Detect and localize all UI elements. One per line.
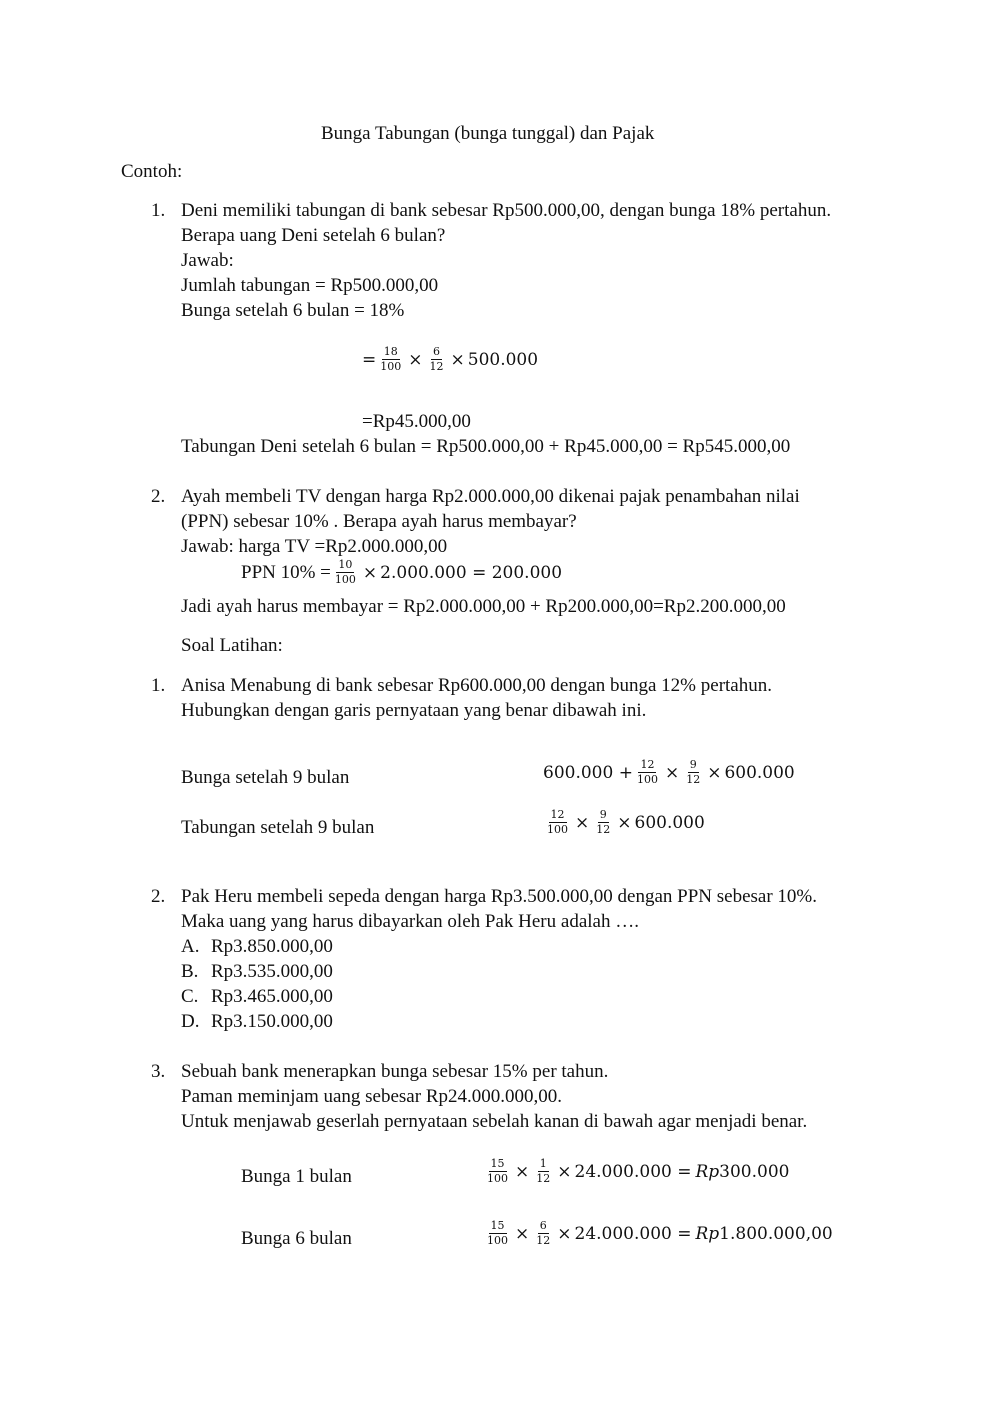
ex2-ppn-label: PPN 10% =: [241, 561, 331, 583]
contoh-label: Contoh:: [121, 161, 183, 182]
q3-left-item-2: Bunga 6 bulan: [241, 1228, 352, 1249]
q1-question-line1: Anisa Menabung di bank sebesar Rp600.000,00 dengan bunga 12% pertahun.: [181, 675, 772, 696]
q2-option-c[interactable]: C. Rp3.465.000,00: [181, 986, 333, 1007]
ex1-jawab: Jawab:: [181, 250, 234, 271]
ex1-amount: 500.000: [467, 349, 539, 370]
ex2-fraction: $\frac{10}{100}$: [334, 558, 356, 587]
q2-option-d[interactable]: D. Rp3.150.000,00: [181, 1011, 333, 1032]
q1-right-item-2[interactable]: $\frac{12}{100}$ × $\frac{9}{12}$ × 600.000: [547, 808, 705, 837]
ex2-formula: PPN 10% = $\frac{10}{100}$ × 2.000.000 = 200.000: [241, 558, 563, 587]
q1-right-item-1[interactable]: 600.000 + $\frac{12}{100}$ × $\frac{9}{12}$ × 600.000: [543, 758, 795, 787]
ex1-fraction-2: $\frac{6}{12}$: [429, 345, 444, 374]
q1-left-item-2[interactable]: Tabungan setelah 9 bulan: [181, 817, 375, 838]
ex2-ppn-result: 2.000.000 = 200.000: [380, 562, 563, 583]
q1-left-item-1[interactable]: Bunga setelah 9 bulan: [181, 767, 350, 788]
soal-label: Soal Latihan:: [181, 635, 283, 656]
q3-right-item-2[interactable]: $\frac{15}{100}$ × $\frac{6}{12}$ × 24.000.000 = Rp 1.800.000,00: [487, 1219, 833, 1248]
q2-question-line2: Maka uang yang harus dibayarkan oleh Pak Heru adalah ….: [181, 911, 639, 932]
q3-number: 3.: [151, 1061, 166, 1082]
q3-question-line2: Paman meminjam uang sebesar Rp24.000.000,00.: [181, 1086, 562, 1107]
q1-question-line2: Hubungkan dengan garis pernyataan yang benar dibawah ini.: [181, 700, 647, 721]
page-title: Bunga Tabungan (bunga tunggal) dan Pajak: [321, 123, 655, 144]
ex1-eq: =: [362, 349, 377, 370]
ex1-fraction-1: $\frac{18}{100}$: [380, 345, 402, 374]
ex1-question-line1: Deni memiliki tabungan di bank sebesar Rp500.000,00, dengan bunga 18% pertahun.: [181, 200, 832, 221]
q3-question-line3: Untuk menjawab geserlah pernyataan sebelah kanan di bawah agar menjadi benar.: [181, 1111, 808, 1132]
ex2-question-line1: Ayah membeli TV dengan harga Rp2.000.000,00 dikenai pajak penambahan nilai: [181, 486, 800, 507]
q2-option-b[interactable]: B. Rp3.535.000,00: [181, 961, 333, 982]
ex1-total: Tabungan Deni setelah 6 bulan = Rp500.000,00 + Rp45.000,00 = Rp545.000,00: [181, 436, 791, 457]
ex1-number: 1.: [151, 200, 166, 221]
q1-number: 1.: [151, 675, 166, 696]
ex1-jumlah: Jumlah tabungan = Rp500.000,00: [181, 275, 439, 296]
q3-question-line1: Sebuah bank menerapkan bunga sebesar 15% per tahun.: [181, 1061, 609, 1082]
ex1-bunga: Bunga setelah 6 bulan = 18%: [181, 300, 405, 321]
q3-right-item-1[interactable]: $\frac{15}{100}$ × $\frac{1}{12}$ × 24.000.000 = Rp 300.000: [487, 1157, 790, 1186]
ex1-result: =Rp45.000,00: [362, 411, 471, 432]
ex2-total: Jadi ayah harus membayar = Rp2.000.000,00 + Rp200.000,00=Rp2.200.000,00: [181, 596, 786, 617]
q2-option-a[interactable]: A. Rp3.850.000,00: [181, 936, 333, 957]
ex2-number: 2.: [151, 486, 166, 507]
ex1-formula: = $\frac{18}{100}$ × $\frac{6}{12}$ × 500.000: [362, 345, 539, 374]
ex2-question-line2: (PPN) sebesar 10% . Berapa ayah harus membayar?: [181, 511, 577, 532]
q2-question-line1: Pak Heru membeli sepeda dengan harga Rp3.500.000,00 dengan PPN sebesar 10%.: [181, 886, 818, 907]
q3-left-item-1: Bunga 1 bulan: [241, 1166, 352, 1187]
ex1-question-line2: Berapa uang Deni setelah 6 bulan?: [181, 225, 446, 246]
q2-number: 2.: [151, 886, 166, 907]
ex2-jawab: Jawab: harga TV =Rp2.000.000,00: [181, 536, 448, 557]
